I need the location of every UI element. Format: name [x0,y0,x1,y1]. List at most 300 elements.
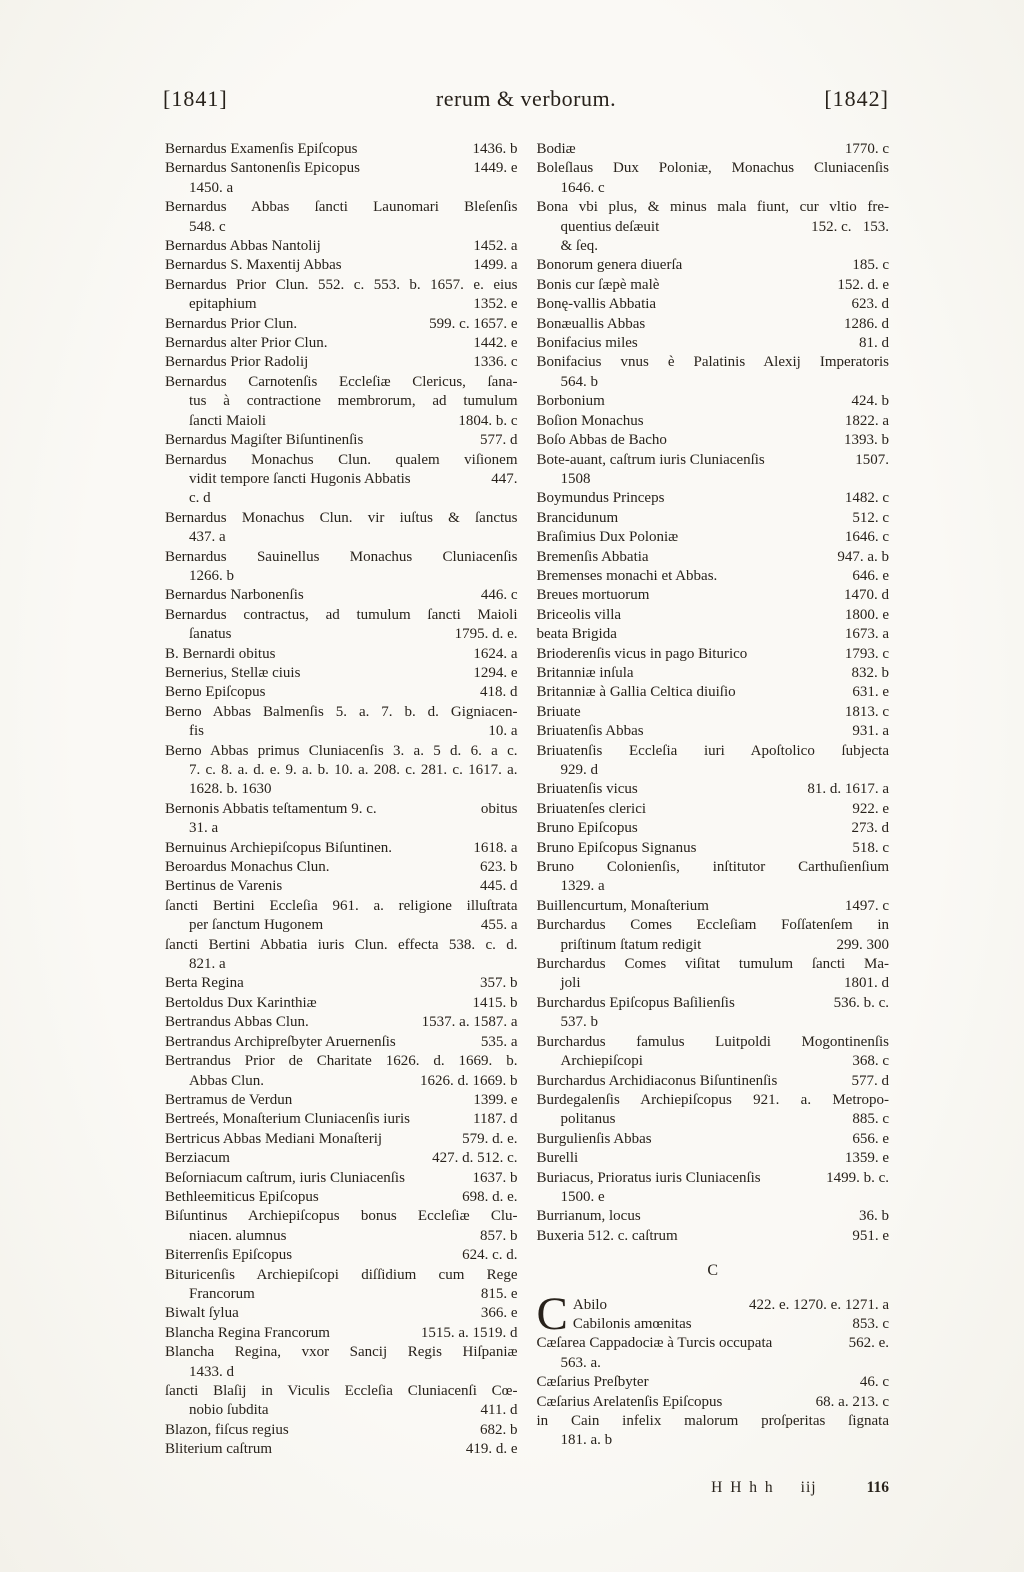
index-line [537,606,890,625]
index-line [537,1207,890,1226]
index-line [537,839,890,858]
index-line [165,295,518,314]
page-footer [537,1479,889,1497]
entry-text: Boſo Abbas de Bacho [536,432,667,449]
dropcap-entry [536,1287,890,1340]
entry-text: 1450. a [189,179,234,196]
index-line [165,1382,518,1401]
index-line [165,1013,518,1032]
entry-text: 31. a [189,820,219,837]
index-line [165,528,518,547]
index-line [537,548,890,567]
page-ref: 1452. a [473,238,518,255]
entry-text: Bonis cur ſæpè malè [536,276,660,293]
page-ref: 853. c [852,1315,889,1332]
page-ref: 1359. e [844,1150,889,1167]
index-line [165,1285,518,1304]
page-ref: 357. b [480,975,518,992]
index-line [165,819,518,838]
entry-text: Bertinus de Varenis [165,878,283,895]
page-ref: 455. a [480,917,518,934]
index-line [165,1033,518,1052]
entry-text: nobio ſubdita [189,1402,269,1419]
index-line [537,645,890,664]
entry-text: Bernardus contractus, ad tumulum ſancti Maioli [165,606,518,623]
index-line [537,800,890,819]
page-ref: 446. c [480,587,518,604]
entry-text: & ſeq. [560,238,598,255]
index-line [537,703,890,722]
index-line [165,761,518,780]
entry-text: 181. a. b [560,1432,613,1449]
index-line [537,1393,890,1412]
index-line [165,742,518,761]
entry-text: priſtinum ſtatum redigit [560,936,702,953]
entry-text: Bertrandus Prior de Charitate 1626. d. 1669. b. [165,1053,518,1070]
entry-text: 537. b [560,1014,598,1031]
index-line [537,1033,890,1052]
page-ref: 623. b [480,859,518,876]
index-line [537,858,890,877]
index-line [165,645,518,664]
index-line [165,1188,518,1207]
page-ref: 427. d. 512. c. [432,1150,518,1167]
index-line [537,955,890,974]
page-ref: 646. e [852,567,889,584]
index-line [165,1401,518,1420]
index-line [537,625,890,644]
index-line [165,1072,518,1091]
entry-text: Buriacus, Prioratus iuris Cluniacenſis [536,1169,761,1186]
index-line [165,353,518,372]
page-ref: obitus [480,800,518,817]
page-ref: 422. e. 1270. e. 1271. a [749,1296,889,1313]
index-line [165,1440,518,1459]
entry-text: Berziacum [165,1150,230,1167]
page-ref: 273. d [851,820,889,837]
entry-text: Biwalt ſylua [165,1305,239,1322]
index-line [537,528,890,547]
index-line [537,1354,890,1373]
entry-text: Berta Regina [165,975,244,992]
index-line [165,1304,518,1323]
index-line [165,334,518,353]
entry-text: tus à contractione membrorum, ad tumulum [189,393,518,410]
entry-text: ſancti Blaſij in Viculis Eccleſia Cluniacenſi Cœ- [165,1383,518,1399]
entry-text: Bituricenſis Archiepiſcopi diſſidium cum Rege [165,1266,518,1283]
entry-text: Bernardus Abbas Nantolij [165,238,321,255]
page-ref: 1800. e [844,606,889,623]
page-ref: 624. c. d. [462,1247,518,1264]
entry-text: Beſorniacum caſtrum, iuris Cluniacenſis [165,1169,405,1186]
index-line [165,237,518,256]
entry-text: Bona vbi plus, & minus mala fiunt, cur vltio fre- [536,199,889,216]
index-line [165,839,518,858]
page-ref: 1770. c [844,141,889,157]
page-ref: 577. d [851,1072,889,1089]
page-ref: 1294. e [473,664,518,681]
page-ref: 623. d [851,296,889,313]
page-ref: 299. 300 [836,936,889,953]
page-ref: 1286. d [844,315,889,332]
index-line [165,256,518,275]
index-line [537,1169,890,1188]
index-line [165,198,518,217]
entry-text: Bethleemiticus Epiſcopus [165,1188,319,1205]
entry-text: Buxeria 512. c. caſtrum [536,1227,678,1244]
entry-text: Bernardus Carnotenſis Eccleſiæ Clericus, ſana- [165,373,518,390]
sheet-number: 116 [866,1479,889,1496]
page-ref: 951. e [852,1227,889,1244]
page-ref: 1637. b [472,1169,518,1186]
entry-text: Bonifacius miles [536,335,638,352]
entry-text: Abbas Clun. [189,1072,264,1089]
index-line [537,877,890,896]
entry-text: Bernardus Magiſter Biſuntinenſis [165,432,364,449]
entry-text: Bremenses monachi et Abbas. [536,567,718,584]
index-line [165,1266,518,1285]
index-line [165,567,518,586]
entry-text: Biterrenſis Epiſcopus [165,1247,293,1264]
index-line [537,373,890,392]
index-line [165,1363,518,1382]
entry-text: Briuatenſes clerici [536,800,647,817]
index-line [537,509,890,528]
index-line [165,625,518,644]
page-ref: 81. d [859,335,889,352]
index-line [537,1431,890,1450]
index-columns [165,140,889,1460]
quire-signature-suffix: iij [800,1479,817,1496]
index-line [165,159,518,178]
right-column-number: [1842] [824,86,889,111]
entry-text: in Cain infelix malorum proſperitas ſignata [536,1413,889,1429]
entry-text: Brancidunum [536,509,619,526]
index-line [165,140,518,159]
entry-text: Bruno Epiſcopus [536,820,638,837]
entry-text: Bonorum genera diuerſa [536,257,683,274]
index-line [537,412,890,431]
entry-text: Biſuntinus Archiepiſcopus bonus Eccleſiæ Clu- [165,1208,518,1225]
entry-text: Bernardus Prior Clun. 552. c. 553. b. 1657. e. eius [165,276,518,293]
index-line [165,1149,518,1168]
entry-text: politanus [560,1111,616,1128]
page-ref: 885. c [852,1111,889,1128]
index-line [165,586,518,605]
index-line [537,1052,890,1071]
page-ref: 857. b [480,1227,518,1244]
entry-text: Burchardus Epiſcopus Baſilienſis [536,994,735,1011]
index-line [537,819,890,838]
entry-text: Briceolis villa [536,606,622,623]
index-line [165,1130,518,1149]
index-line [537,897,890,916]
entry-text: Bliterium caſtrum [165,1441,273,1458]
page-ref: 152. c. 153. [811,218,889,235]
page-ref: 1793. c [844,645,889,662]
entry-text: Bertramus de Verdun [165,1091,293,1108]
index-line [537,470,890,489]
entry-text: Burchardus Comes viſitat tumulum ſancti Ma- [536,956,889,973]
index-line [165,800,518,819]
index-line [537,334,890,353]
entry-text: Bernardus Monachus Clun. qualem viſionem [165,451,518,468]
index-line [537,1334,890,1353]
index-line [165,373,518,392]
entry-text: beata Brigida [536,626,617,643]
page-ref: 599. c. 1657. e [429,315,518,332]
index-line [165,974,518,993]
index-line [537,722,890,741]
index-line [537,1373,890,1392]
entry-text: Bertrandus Abbas Clun. [165,1014,309,1031]
entry-text: 7. c. 8. a. d. e. 9. a. b. 10. a. 208. c. 281. c. 1617. a. [189,762,518,778]
page-ref: 152. d. e [837,276,889,293]
entry-text: Cæſarea Cappadociæ à Turcis occupata [536,1335,773,1352]
entry-text: Brioderenſis vicus in pago Biturico [536,645,748,662]
index-line [165,470,518,489]
index-line [537,1013,890,1032]
page-ref: 1626. d. 1669. b [420,1072,518,1089]
page-ref: 1499. b. c. [826,1169,889,1186]
entry-text: ſancti Maioli [189,412,267,429]
index-line [537,276,890,295]
entry-text: Boleſlaus Dux Poloniæ, Monachus Cluniacenſis [536,160,889,177]
page-ref: 1352. e [473,296,518,313]
index-line [165,664,518,683]
page-ref: 418. d [480,684,518,701]
page-ref: 1187. d [473,1111,518,1128]
entry-text: Boymundus Princeps [536,490,665,507]
page-ref: 1336. c [473,354,518,371]
entry-text: Bruno Colonienſis, inſtitutor Carthuſienſium [536,859,889,876]
entry-text: Briuatenſis Abbas [536,723,644,740]
index-line [165,1207,518,1226]
entry-text: Bodiæ [536,141,576,157]
page-ref: 46. c [859,1374,889,1391]
page-ref: 577. d [480,432,518,449]
page-ref: 579. d. e. [462,1130,518,1147]
page-ref: 1537. a. 1587. a [421,1014,518,1031]
page-ref: 447. [491,470,518,487]
entry-text: 1508 [560,470,591,487]
entry-text: Bernuinus Archiepiſcopus Biſuntinen. [165,839,393,856]
entry-text: Burrianum, locus [536,1208,641,1225]
entry-text: Bernardus Examenſis Epiſcopus [165,141,358,157]
index-line [165,276,518,295]
page-ref: 1795. d. e. [454,626,518,643]
page-ref: 445. d [480,878,518,895]
entry-text: Bonæuallis Abbas [536,315,646,332]
entry-text: Britanniæ à Gallia Celtica diuiſio [536,684,736,701]
index-line [165,683,518,702]
index-line [537,237,890,256]
entry-text: Bernardus alter Prior Clun. [165,335,328,352]
index-line [165,1324,518,1343]
page-ref: 419. d. e [465,1441,518,1458]
entry-text: Briuatenſis Eccleſia iuri Apoſtolico ſubjecta [536,742,889,759]
page-ref: 1436. b [472,141,518,157]
entry-text: 1628. b. 1630 [189,781,272,798]
entry-text: Abilo [572,1296,608,1313]
entry-text: Bernardus S. Maxentij Abbas [165,257,342,274]
entry-text: Bertrandus Archipreſbyter Aruernenſis [165,1033,396,1050]
index-line [537,664,890,683]
index-line [537,586,890,605]
page-ref: 1673. a [844,626,889,643]
page-ref: 68. a. 213. c [815,1393,889,1410]
right-column [537,140,890,1460]
index-line [165,858,518,877]
index-line [165,179,518,198]
page-ref: 1801. d [844,975,889,992]
page-ref: 1624. a [473,645,518,662]
index-line [165,431,518,450]
page-ref: 36. b [859,1208,889,1225]
index-line [537,994,890,1013]
index-line [537,451,890,470]
page-ref: 1415. b [472,994,518,1011]
index-line [537,489,890,508]
entry-text: Bernardus Narbonenſis [165,587,304,604]
index-line [537,1188,890,1207]
entry-text: 929. d [560,762,598,778]
page-ref: 1470. d [844,587,889,604]
page-ref: 562. e. [848,1335,889,1352]
page-ref: 1449. e [473,160,518,177]
page-header [163,86,889,112]
entry-text: Burchardus famulus Luitpoldi Mogontinenſis [536,1033,889,1050]
entry-text: Bernardus Prior Radolij [165,354,309,371]
dropcap-lines [573,1296,889,1335]
left-column [165,140,518,1460]
index-line [573,1315,889,1334]
index-line [165,218,518,237]
entry-text: per ſanctum Hugonem [189,917,324,934]
page-ref: 185. c [852,257,889,274]
entry-text: joli [560,975,581,992]
entry-text: Braſimius Dux Poloniæ [536,529,679,546]
entry-text: Burgulienſis Abbas [536,1130,652,1147]
index-line [537,1091,890,1110]
entry-text: Bernardus Prior Clun. [165,315,298,332]
page-ref: 1497. c [844,897,889,914]
index-line [537,1072,890,1091]
index-line [165,1421,518,1440]
entry-text: Cæſarius Preſbyter [536,1374,649,1391]
index-line [537,218,890,237]
index-line [165,897,518,916]
index-line [537,315,890,334]
index-line [165,489,518,508]
entry-text: 1266. b [189,567,234,584]
page-ref: 947. a. b [837,548,889,565]
page-ref: 512. c [852,509,889,526]
page-ref: 682. b [480,1421,518,1438]
entry-text: 1500. e [560,1188,605,1205]
index-line [537,1130,890,1149]
index-line [537,140,890,159]
quire-signature: H H h h [711,1479,775,1496]
page-ref: 1618. a [473,839,518,856]
entry-text: Berno Abbas primus Cluniacenſis 3. a. 5 d. 6. a c. [165,742,518,759]
entry-text: fis [189,723,204,740]
entry-text: Boſion Monachus [536,412,644,429]
entry-text: Bernardus Santonenſis Epicopus [165,160,360,177]
entry-text: 1433. d [189,1363,234,1380]
entry-text: Bertoldus Dux Karinthiæ [165,994,317,1011]
page-ref: 931. a [852,723,889,740]
left-column-number: [1841] [163,86,228,111]
index-line [537,742,890,761]
entry-text: ſancti Bertini Eccleſia 961. a. religione illuſtrata [165,897,518,914]
entry-text: Burchardus Comes Eccleſiam Foſſatenſem in [536,917,889,934]
index-title: rerum & verborum. [435,86,617,111]
entry-text: Cæſarius Arelatenſis Epiſcopus [536,1393,723,1410]
page-ref: 1399. e [473,1091,518,1108]
entry-text: niacen. alumnus [189,1227,287,1244]
entry-text: Buillencurtum, Monaſterium [536,897,709,914]
entry-text: Bernonis Abbatis teſtamentum 9. c. [165,800,377,817]
index-line [165,1343,518,1362]
entry-text: vidit tempore ſancti Hugonis Abbatis [189,470,411,487]
page-ref: 656. e [852,1130,889,1147]
entry-text: Bernardus Monachus Clun. vir iuſtus & ſanctus [165,509,518,526]
index-line [165,703,518,722]
entry-text: Archiepiſcopi [560,1053,643,1070]
page-ref: 1515. a. 1519. d [420,1324,518,1341]
index-line [165,392,518,411]
page-ref: 424. b [851,393,889,410]
entry-text: Bernardus Abbas ſancti Launomari Bleſenſis [165,199,518,216]
page-ref: 518. c [852,839,889,856]
page-ref: 832. b [851,664,889,681]
index-line [537,353,890,372]
page-ref: 535. a [480,1033,518,1050]
entry-text: Britanniæ inſula [536,664,634,681]
index-line [537,567,890,586]
entry-text: Bremenſis Abbatia [536,548,649,565]
entry-text: ſanatus [189,626,232,643]
index-line [165,722,518,741]
page-ref: 10. a [488,723,518,740]
entry-text: Breues mortuorum [536,587,650,604]
entry-text: Bonifacius vnus è Palatinis Alexij Imperatoris [536,354,889,371]
drop-cap: C [536,1287,568,1340]
index-line [165,877,518,896]
index-line [537,780,890,799]
page-ref: 1804. b. c [458,412,518,429]
index-line [165,1091,518,1110]
entry-text: Bote-auant, caſtrum iuris Cluniacenſis [536,451,765,468]
entry-text: c. d [189,490,211,507]
index-line [165,1169,518,1188]
entry-text: Beroardus Monachus Clun. [165,859,330,876]
entry-text: Berno Epiſcopus [165,684,266,701]
index-line [165,1110,518,1129]
index-line [165,936,518,955]
entry-text: Blancha Regina Francorum [165,1324,330,1341]
index-line [165,1052,518,1071]
page-ref: 368. c [852,1053,889,1070]
entry-text: quentius deſæuit [560,218,660,235]
index-line [537,1149,890,1168]
entry-text: Berno Abbas Balmenſis 5. a. 7. b. d. Gigniacen- [165,703,518,720]
entry-text: 1646. c [560,179,605,196]
index-line [537,159,890,178]
entry-text: 548. c [189,218,226,235]
entry-text: Briuate [536,703,581,720]
